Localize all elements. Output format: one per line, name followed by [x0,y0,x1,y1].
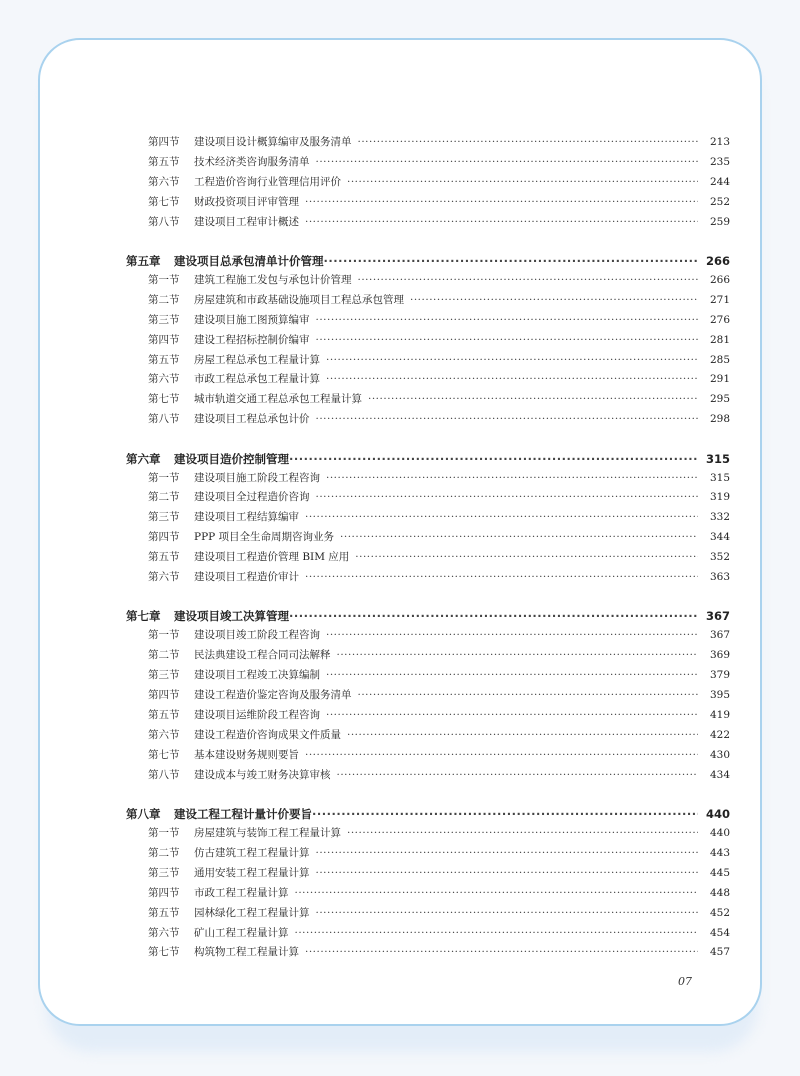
toc-dot-leader [295,924,699,944]
toc-dot-leader [305,568,698,588]
toc-entry-number: 第二节 [148,649,180,662]
toc-dot-leader [355,548,698,568]
toc-chapter-entry[interactable] [126,251,730,271]
toc-entry-page: 434 [709,768,730,781]
toc-entry-page: 452 [709,906,730,919]
toc-entry-title: 园林绿化工程工程量计算 [194,906,310,919]
toc-dot-leader [358,133,699,153]
toc-section-entry[interactable] [126,766,730,786]
document-page [38,38,762,1026]
toc-entry-page: 276 [709,313,730,326]
toc-dot-leader [316,331,699,351]
toc-entry-page: 367 [709,629,730,642]
toc-entry-title: 财政投资项目评审管理 [194,195,299,208]
toc-entry-number: 第六节 [148,175,180,188]
toc-section-entry[interactable] [126,824,730,844]
toc-chapter-entry[interactable] [126,804,730,824]
toc-section-entry[interactable] [126,370,730,390]
toc-section-entry[interactable] [126,331,730,351]
toc-entry-number: 第六节 [148,926,180,939]
toc-entry-number: 第八章 [126,807,161,822]
toc-section-entry[interactable] [126,469,730,489]
toc-entry-number: 第六章 [126,451,161,466]
toc-dot-leader [316,311,699,331]
toc-dot-leader [347,824,698,844]
toc-section-entry[interactable] [126,153,730,173]
toc-section-entry[interactable] [126,173,730,193]
toc-section-entry[interactable] [126,943,730,963]
toc-dot-leader [316,844,699,864]
toc-entry-title: 房屋工程总承包工程量计算 [194,353,320,366]
toc-section-entry[interactable] [126,548,730,568]
toc-section-entry[interactable] [126,568,730,588]
toc-entry-page: 332 [709,511,730,524]
toc-entry-number: 第三节 [148,313,180,326]
toc-entry-page: 344 [709,531,730,544]
toc-dot-leader [316,864,699,884]
toc-section-entry[interactable] [126,291,730,311]
toc-entry-page: 440 [705,807,730,822]
toc-entry-title: 建设项目工程竣工决算编制 [194,669,320,682]
toc-entry-number: 第五章 [126,253,161,268]
toc-entry-page: 235 [709,155,730,168]
toc-dot-leader [289,606,698,626]
toc-dot-leader [305,193,698,213]
toc-dot-leader [312,804,698,824]
toc-section-entry[interactable] [126,351,730,371]
toc-entry-page: 395 [709,689,730,702]
toc-entry-title: 建设项目工程审计概述 [194,215,299,228]
toc-entry-number: 第七节 [148,195,180,208]
toc-section-entry[interactable] [126,133,730,153]
toc-dot-leader [316,488,699,508]
toc-entry-number: 第五节 [148,708,180,721]
toc-entry-page: 445 [709,866,730,879]
toc-section-entry[interactable] [126,884,730,904]
toc-section-entry[interactable] [126,271,730,291]
toc-dot-leader [368,390,698,410]
toc-entry-title: 建设项目工程总承包计价 [194,413,310,426]
toc-section-entry[interactable] [126,924,730,944]
toc-section-entry[interactable] [126,488,730,508]
toc-entry-number: 第六节 [148,571,180,584]
toc-entry-title: 建设项目工程造价管理 BIM 应用 [194,551,350,564]
toc-entry-page: 419 [709,708,730,721]
toc-entry-title: 建设成本与竣工财务决算审核 [194,768,331,781]
toc-entry-title: 工程造价咨询行业管理信用评价 [194,175,341,188]
toc-section-entry[interactable] [126,706,730,726]
toc-dot-leader [324,251,699,271]
toc-entry-page: 440 [709,827,730,840]
toc-entry-page: 315 [705,451,730,466]
toc-entry-number: 第五节 [148,353,180,366]
toc-entry-title: 技术经济类咨询服务清单 [194,155,310,168]
toc-entry-title: 建设项目总承包清单计价管理 [174,253,324,268]
toc-entry-page: 271 [709,293,730,306]
toc-dot-leader [347,173,698,193]
chapter-gap [126,588,730,607]
toc-entry-title: 建设项目竣工阶段工程咨询 [194,629,320,642]
toc-entry-page: 367 [705,609,730,624]
toc-section-entry[interactable] [126,528,730,548]
toc-entry-number: 第七节 [148,393,180,406]
toc-dot-leader [305,508,698,528]
toc-entry-number: 第七节 [148,748,180,761]
toc-entry-title: 建设项目运维阶段工程咨询 [194,708,320,721]
toc-entry-page: 298 [709,413,730,426]
toc-entry-number: 第四节 [148,689,180,702]
toc-entry-title: 建筑工程施工发包与承包计价管理 [194,273,352,286]
page-number: 07 [678,975,692,988]
toc-dot-leader [326,626,698,646]
toc-section-entry[interactable] [126,646,730,666]
toc-entry-number: 第七节 [148,946,180,959]
toc-entry-number: 第二节 [148,293,180,306]
toc-entry-page: 457 [709,946,730,959]
toc-chapter-entry[interactable] [126,449,730,469]
toc-entry-page: 422 [709,728,730,741]
toc-entry-number: 第四节 [148,333,180,346]
toc-dot-leader [326,469,698,489]
toc-entry-title: 矿山工程工程量计算 [194,926,289,939]
toc-dot-leader [316,410,699,430]
toc-entry-title: 市政工程工程量计算 [194,886,289,899]
toc-entry-number: 第四节 [148,531,180,544]
toc-dot-leader [347,726,698,746]
toc-section-entry[interactable] [126,311,730,331]
toc-entry-title: 基本建设财务规则要旨 [194,748,299,761]
toc-chapter-entry[interactable] [126,606,730,626]
toc-entry-title: 建设工程造价鉴定咨询及服务清单 [194,689,352,702]
toc-entry-title: 通用安装工程工程量计算 [194,866,310,879]
toc-entry-number: 第一节 [148,273,180,286]
toc-entry-number: 第四节 [148,886,180,899]
toc-entry-title: 建设项目工程结算编审 [194,511,299,524]
toc-entry-number: 第一节 [148,629,180,642]
toc-section-entry[interactable] [126,193,730,213]
toc-entry-page: 266 [709,273,730,286]
toc-entry-page: 352 [709,551,730,564]
toc-entry-number: 第一节 [148,827,180,840]
toc-entry-number: 第五节 [148,906,180,919]
toc-dot-leader [410,291,698,311]
toc-entry-number: 第八节 [148,413,180,426]
toc-entry-number: 第三节 [148,866,180,879]
toc-dot-leader [316,904,699,924]
toc-entry-title: 房屋建筑与装饰工程工程量计算 [194,827,341,840]
toc-entry-page: 295 [709,393,730,406]
toc-section-entry[interactable] [126,844,730,864]
toc-entry-title: 构筑物工程工程量计算 [194,946,299,959]
toc-entry-page: 379 [709,669,730,682]
toc-dot-leader [337,646,699,666]
toc-entry-title: 建设项目施工图预算编审 [194,313,310,326]
toc-entry-title: 民法典建设工程合同司法解释 [194,649,331,662]
toc-entry-page: 315 [709,471,730,484]
toc-entry-title: 建设工程招标控制价编审 [194,333,310,346]
toc-entry-number: 第六节 [148,728,180,741]
toc-entry-page: 291 [709,373,730,386]
toc-section-entry[interactable] [126,626,730,646]
chapter-gap [126,786,730,805]
toc-dot-leader [326,351,698,371]
toc-section-entry[interactable] [126,746,730,766]
toc-dot-leader [305,213,698,233]
toc-dot-leader [358,686,699,706]
toc-entry-page: 285 [709,353,730,366]
toc-entry-title: 仿古建筑工程工程量计算 [194,846,310,859]
toc-dot-leader [289,449,698,469]
toc-entry-page: 319 [709,491,730,504]
toc-entry-title: 建设项目造价控制管理 [174,451,289,466]
toc-entry-title: 建设工程造价咨询成果文件质量 [194,728,341,741]
toc-entry-page: 443 [709,846,730,859]
table-of-contents [126,133,730,963]
toc-section-entry[interactable] [126,410,730,430]
toc-entry-number: 第三节 [148,511,180,524]
toc-dot-leader [337,766,699,786]
chapter-gap [126,232,730,251]
toc-section-entry[interactable] [126,213,730,233]
toc-entry-title: 房屋建筑和市政基础设施项目工程总承包管理 [194,293,404,306]
toc-dot-leader [340,528,698,548]
toc-section-entry[interactable] [126,508,730,528]
toc-dot-leader [316,153,699,173]
toc-section-entry[interactable] [126,864,730,884]
toc-dot-leader [358,271,699,291]
toc-entry-page: 281 [709,333,730,346]
toc-entry-title: 建设项目全过程造价咨询 [194,491,310,504]
toc-entry-number: 第八节 [148,768,180,781]
toc-entry-number: 第五节 [148,551,180,564]
toc-entry-number: 第四节 [148,136,180,148]
toc-entry-number: 第八节 [148,215,180,228]
toc-section-entry[interactable] [126,666,730,686]
toc-entry-title: 城市轨道交通工程总承包工程量计算 [194,393,362,406]
toc-section-entry[interactable] [126,726,730,746]
toc-entry-number: 第二节 [148,491,180,504]
toc-dot-leader [326,370,698,390]
toc-entry-title: PPP 项目全生命周期咨询业务 [194,531,335,544]
toc-section-entry[interactable] [126,686,730,706]
toc-entry-page: 363 [709,571,730,584]
toc-entry-number: 第三节 [148,669,180,682]
toc-dot-leader [295,884,699,904]
toc-dot-leader [326,706,698,726]
chapter-gap [126,430,730,449]
toc-entry-page: 430 [709,748,730,761]
toc-entry-page: 252 [709,195,730,208]
toc-entry-number: 第五节 [148,155,180,168]
toc-entry-title: 建设项目工程造价审计 [194,571,299,584]
toc-section-entry[interactable] [126,390,730,410]
toc-entry-title: 建设项目施工阶段工程咨询 [194,471,320,484]
toc-entry-page: 259 [709,215,730,228]
toc-entry-page: 213 [709,136,730,148]
toc-entry-number: 第一节 [148,471,180,484]
toc-entry-title: 建设项目设计概算编审及服务清单 [194,136,352,148]
toc-section-entry[interactable] [126,904,730,924]
toc-dot-leader [305,943,698,963]
toc-dot-leader [305,746,698,766]
toc-entry-page: 266 [705,253,730,268]
toc-entry-page: 244 [709,175,730,188]
toc-entry-number: 第六节 [148,373,180,386]
toc-entry-title: 市政工程总承包工程量计算 [194,373,320,386]
toc-entry-page: 369 [709,649,730,662]
toc-entry-number: 第七章 [126,609,161,624]
toc-entry-title: 建设工程工程计量计价要旨 [174,807,312,822]
toc-entry-page: 448 [709,886,730,899]
toc-entry-title: 建设项目竣工决算管理 [174,609,289,624]
toc-entry-number: 第二节 [148,846,180,859]
toc-dot-leader [326,666,698,686]
toc-entry-page: 454 [709,926,730,939]
